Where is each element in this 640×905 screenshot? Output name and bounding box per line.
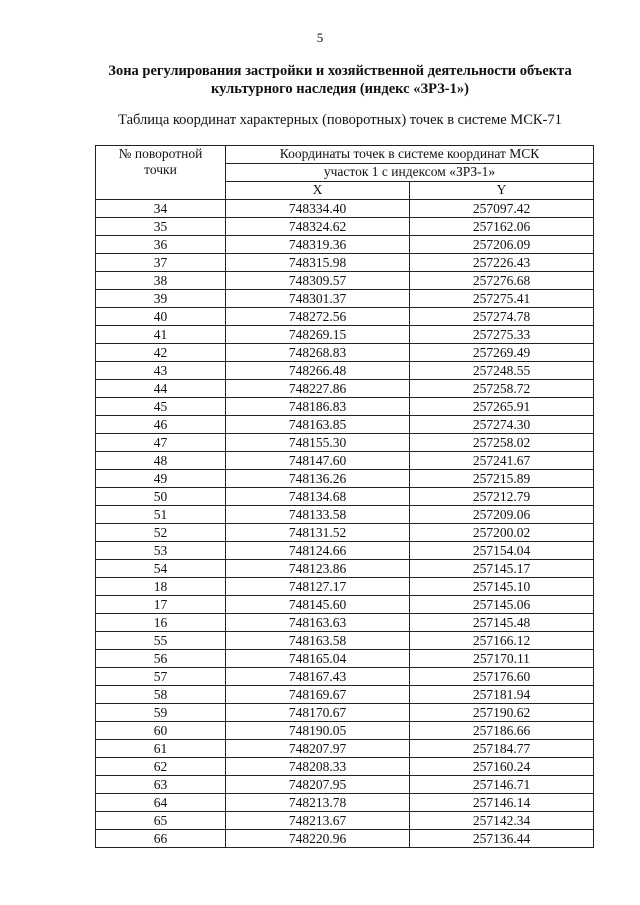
table-body <box>96 200 594 848</box>
table-row <box>96 596 594 614</box>
x-coordinate-cell: 748213.78 <box>226 794 410 812</box>
table-row <box>96 578 594 596</box>
point-number-cell: 62 <box>96 758 226 776</box>
table-row <box>96 380 594 398</box>
table-row <box>96 830 594 848</box>
header-point-number <box>96 146 226 200</box>
x-coordinate-cell: 748145.60 <box>226 596 410 614</box>
x-coordinate-cell: 748334.40 <box>226 200 410 218</box>
y-coordinate-cell: 257258.72 <box>410 380 594 398</box>
table-row <box>96 416 594 434</box>
header-plot: участок 1 с индексом «ЗРЗ-1» <box>226 164 594 182</box>
table-row <box>96 326 594 344</box>
x-coordinate-cell: 748315.98 <box>226 254 410 272</box>
y-coordinate-cell: 257215.89 <box>410 470 594 488</box>
point-number-cell: 48 <box>96 452 226 470</box>
x-coordinate-cell: 748165.04 <box>226 650 410 668</box>
point-number-cell: 39 <box>96 290 226 308</box>
y-coordinate-cell: 257145.06 <box>410 596 594 614</box>
y-coordinate-cell: 257275.41 <box>410 290 594 308</box>
y-coordinate-cell: 257184.77 <box>410 740 594 758</box>
y-coordinate-cell: 257145.48 <box>410 614 594 632</box>
point-number-cell: 60 <box>96 722 226 740</box>
table-row <box>96 200 594 218</box>
y-coordinate-cell: 257142.34 <box>410 812 594 830</box>
point-number-cell: 53 <box>96 542 226 560</box>
x-coordinate-cell: 748163.58 <box>226 632 410 650</box>
table-row <box>96 470 594 488</box>
x-coordinate-cell: 748147.60 <box>226 452 410 470</box>
table-row <box>96 308 594 326</box>
x-coordinate-cell: 748163.85 <box>226 416 410 434</box>
y-coordinate-cell: 257145.10 <box>410 578 594 596</box>
x-coordinate-cell: 748136.26 <box>226 470 410 488</box>
x-coordinate-cell: 748169.67 <box>226 686 410 704</box>
x-coordinate-cell: 748124.66 <box>226 542 410 560</box>
point-number-cell: 59 <box>96 704 226 722</box>
y-coordinate-cell: 257145.17 <box>410 560 594 578</box>
point-number-cell: 42 <box>96 344 226 362</box>
table-row <box>96 524 594 542</box>
table-header <box>96 146 594 200</box>
y-coordinate-cell: 257162.06 <box>410 218 594 236</box>
table-row <box>96 650 594 668</box>
x-coordinate-cell: 748167.43 <box>226 668 410 686</box>
y-coordinate-cell: 257241.67 <box>410 452 594 470</box>
table-row <box>96 272 594 290</box>
point-number-cell: 50 <box>96 488 226 506</box>
x-coordinate-cell: 748190.05 <box>226 722 410 740</box>
point-number-cell: 35 <box>96 218 226 236</box>
x-coordinate-cell: 748134.68 <box>226 488 410 506</box>
table-row <box>96 794 594 812</box>
table-row <box>96 236 594 254</box>
x-coordinate-cell: 748207.97 <box>226 740 410 758</box>
y-coordinate-cell: 257209.06 <box>410 506 594 524</box>
point-number-cell: 49 <box>96 470 226 488</box>
point-number-cell: 18 <box>96 578 226 596</box>
table-caption: Таблица координат характерных (поворотных) точек в системе МСК-71 <box>118 112 562 128</box>
header-point-number-line-1: № поворотной <box>118 146 203 161</box>
point-number-cell: 34 <box>96 200 226 218</box>
y-coordinate-cell: 257269.49 <box>410 344 594 362</box>
point-number-cell: 40 <box>96 308 226 326</box>
x-coordinate-cell: 748123.86 <box>226 560 410 578</box>
point-number-cell: 64 <box>96 794 226 812</box>
point-number-cell: 51 <box>96 506 226 524</box>
x-coordinate-cell: 748186.83 <box>226 398 410 416</box>
table-row <box>96 542 594 560</box>
x-coordinate-cell: 748319.36 <box>226 236 410 254</box>
y-coordinate-cell: 257181.94 <box>410 686 594 704</box>
table-row <box>96 488 594 506</box>
point-number-cell: 61 <box>96 740 226 758</box>
point-number-cell: 41 <box>96 326 226 344</box>
x-coordinate-cell: 748266.48 <box>226 362 410 380</box>
point-number-cell: 52 <box>96 524 226 542</box>
y-coordinate-cell: 257146.14 <box>410 794 594 812</box>
y-coordinate-cell: 257186.66 <box>410 722 594 740</box>
y-coordinate-cell: 257276.68 <box>410 272 594 290</box>
point-number-cell: 47 <box>96 434 226 452</box>
header-y: Y <box>410 182 594 200</box>
table-row <box>96 614 594 632</box>
table-row <box>96 704 594 722</box>
y-coordinate-cell: 257248.55 <box>410 362 594 380</box>
x-coordinate-cell: 748272.56 <box>226 308 410 326</box>
x-coordinate-cell: 748269.15 <box>226 326 410 344</box>
point-number-cell: 58 <box>96 686 226 704</box>
point-number-cell: 38 <box>96 272 226 290</box>
point-number-cell: 36 <box>96 236 226 254</box>
point-number-cell: 66 <box>96 830 226 848</box>
x-coordinate-cell: 748301.37 <box>226 290 410 308</box>
title-line-2: культурного наследия (индекс «ЗРЗ-1») <box>211 81 469 97</box>
table-row <box>96 758 594 776</box>
y-coordinate-cell: 257200.02 <box>410 524 594 542</box>
header-point-number-line-2: точки <box>144 162 177 177</box>
x-coordinate-cell: 748309.57 <box>226 272 410 290</box>
y-coordinate-cell: 257136.44 <box>410 830 594 848</box>
x-coordinate-cell: 748163.63 <box>226 614 410 632</box>
y-coordinate-cell: 257275.33 <box>410 326 594 344</box>
table-row <box>96 776 594 794</box>
point-number-cell: 44 <box>96 380 226 398</box>
title-line-1: Зона регулирования застройки и хозяйственной деятельности объекта <box>108 63 572 79</box>
y-coordinate-cell: 257212.79 <box>410 488 594 506</box>
table-row <box>96 254 594 272</box>
table-row <box>96 506 594 524</box>
y-coordinate-cell: 257274.78 <box>410 308 594 326</box>
table-row <box>96 740 594 758</box>
y-coordinate-cell: 257160.24 <box>410 758 594 776</box>
x-coordinate-cell: 748227.86 <box>226 380 410 398</box>
table-row <box>96 632 594 650</box>
y-coordinate-cell: 257258.02 <box>410 434 594 452</box>
table-row <box>96 218 594 236</box>
x-coordinate-cell: 748213.67 <box>226 812 410 830</box>
x-coordinate-cell: 748170.67 <box>226 704 410 722</box>
x-coordinate-cell: 748127.17 <box>226 578 410 596</box>
table-row <box>96 560 594 578</box>
point-number-cell: 37 <box>96 254 226 272</box>
x-coordinate-cell: 748131.52 <box>226 524 410 542</box>
point-number-cell: 17 <box>96 596 226 614</box>
x-coordinate-cell: 748208.33 <box>226 758 410 776</box>
point-number-cell: 54 <box>96 560 226 578</box>
x-coordinate-cell: 748324.62 <box>226 218 410 236</box>
table-row <box>96 668 594 686</box>
coordinates-table <box>95 145 594 848</box>
y-coordinate-cell: 257226.43 <box>410 254 594 272</box>
table-row <box>96 290 594 308</box>
y-coordinate-cell: 257274.30 <box>410 416 594 434</box>
y-coordinate-cell: 257170.11 <box>410 650 594 668</box>
table-row <box>96 686 594 704</box>
x-coordinate-cell: 748220.96 <box>226 830 410 848</box>
header-x: X <box>226 182 410 200</box>
y-coordinate-cell: 257206.09 <box>410 236 594 254</box>
x-coordinate-cell: 748268.83 <box>226 344 410 362</box>
table-row <box>96 434 594 452</box>
x-coordinate-cell: 748155.30 <box>226 434 410 452</box>
y-coordinate-cell: 257097.42 <box>410 200 594 218</box>
y-coordinate-cell: 257176.60 <box>410 668 594 686</box>
table-row <box>96 362 594 380</box>
point-number-cell: 57 <box>96 668 226 686</box>
y-coordinate-cell: 257190.62 <box>410 704 594 722</box>
point-number-cell: 65 <box>96 812 226 830</box>
table-row <box>96 812 594 830</box>
point-number-cell: 45 <box>96 398 226 416</box>
table-row <box>96 344 594 362</box>
document-title <box>60 62 620 98</box>
header-coordinates: Координаты точек в системе координат МСК <box>226 146 594 164</box>
table-row <box>96 452 594 470</box>
table-row <box>96 398 594 416</box>
point-number-cell: 43 <box>96 362 226 380</box>
x-coordinate-cell: 748207.95 <box>226 776 410 794</box>
y-coordinate-cell: 257265.91 <box>410 398 594 416</box>
y-coordinate-cell: 257166.12 <box>410 632 594 650</box>
point-number-cell: 55 <box>96 632 226 650</box>
y-coordinate-cell: 257146.71 <box>410 776 594 794</box>
x-coordinate-cell: 748133.58 <box>226 506 410 524</box>
table-row <box>96 722 594 740</box>
point-number-cell: 56 <box>96 650 226 668</box>
y-coordinate-cell: 257154.04 <box>410 542 594 560</box>
point-number-cell: 46 <box>96 416 226 434</box>
point-number-cell: 63 <box>96 776 226 794</box>
page-number: 5 <box>316 30 324 45</box>
point-number-cell: 16 <box>96 614 226 632</box>
